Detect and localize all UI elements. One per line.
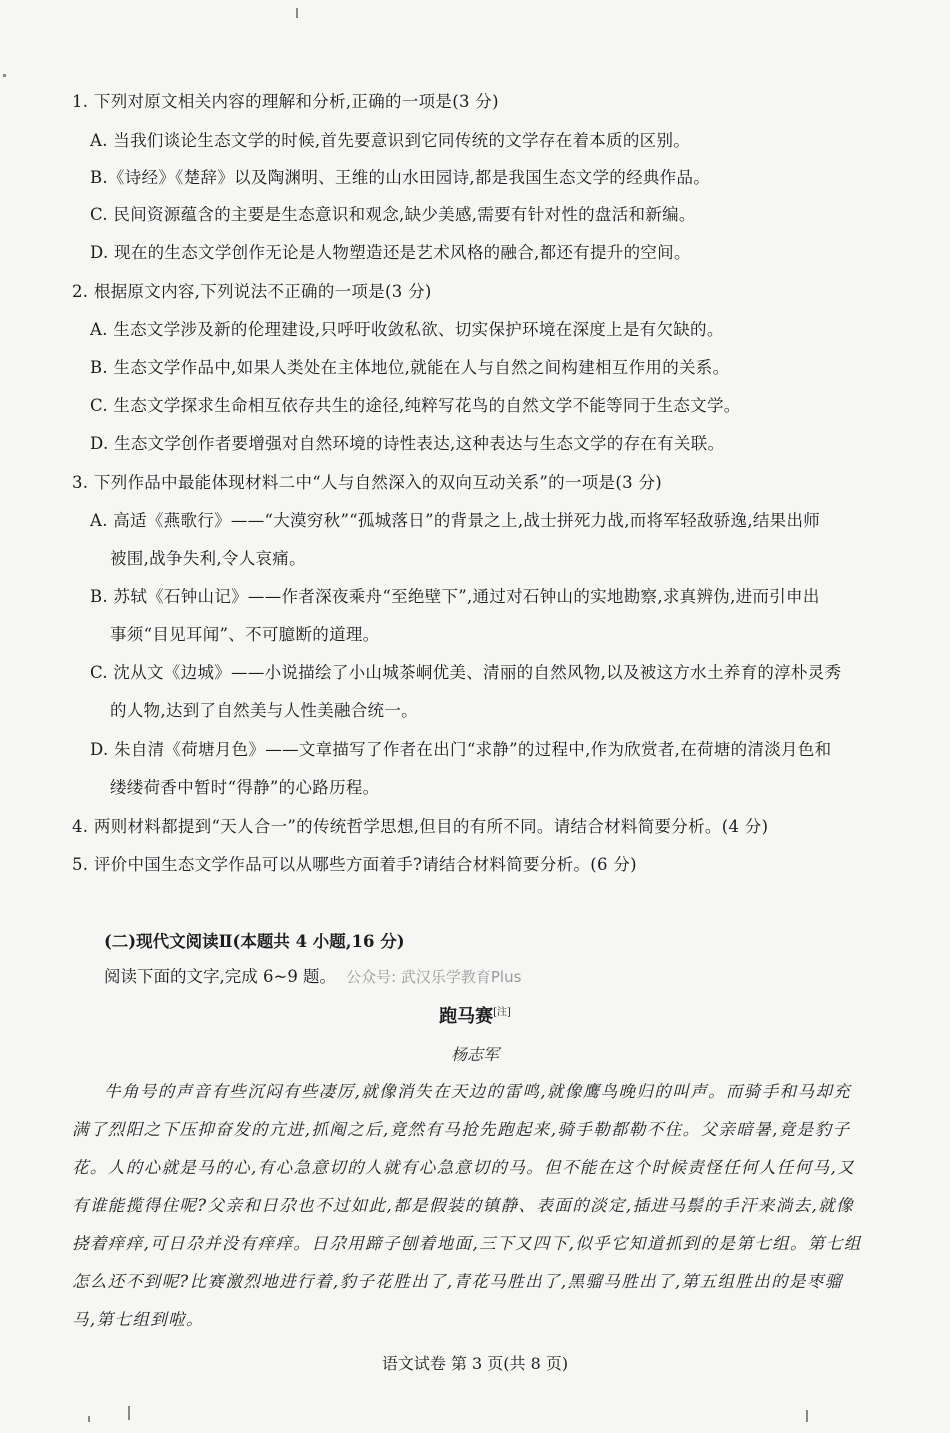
question-2-option-b: B. 生态文学作品中,如果人类处在主体地位,就能在人与自然之间构建相互作用的关系。 xyxy=(90,358,730,377)
story-author: 杨志军 xyxy=(450,1045,499,1064)
question-3-option-a-cont: 被围,战争失利,令人哀痛。 xyxy=(110,549,306,568)
question-3-option-a: A. 高适《燕歌行》——“大漠穷秋”“孤城落日”的背景之上,战士拼死力战,而将军轻敌骄逸,结果出师 xyxy=(90,511,821,530)
question-3-stem: 3. 下列作品中最能体现材料二中“人与自然深入的双向互动关系”的一项是(3 分) xyxy=(72,473,662,492)
question-3-option-b: B. 苏轼《石钟山记》——作者深夜乘舟“至绝壁下”,通过对石钟山的实地勘察,求真辨伪,进而引申出 xyxy=(90,587,820,606)
story-title-row xyxy=(0,1002,950,1028)
question-1-option-a: A. 当我们谈论生态文学的时候,首先要意识到它同传统的文学存在着本质的区别。 xyxy=(90,131,691,150)
scan-speck xyxy=(3,74,6,77)
watermark: 公众号: 武汉乐学教育Plus xyxy=(346,968,522,986)
paragraph-line: 有谁能揽得住呢?父亲和日尕也不过如此,都是假装的镇静、表面的淡定,插进马鬃的手汗来淌去,就像 xyxy=(72,1196,854,1215)
scan-speck xyxy=(128,1406,130,1420)
question-1-stem: 1. 下列对原文相关内容的理解和分析,正确的一项是(3 分) xyxy=(72,92,499,111)
section-instruction-row xyxy=(104,963,521,987)
paragraph-line: 花。人的心就是马的心,有心急意切的人就有心急意切的马。但不能在这个时候责怪任何人任何马,又 xyxy=(72,1158,855,1177)
question-2-option-d: D. 生态文学创作者要增强对自然环境的诗性表达,这种表达与生态文学的存在有关联。 xyxy=(90,434,725,453)
story-title-note: [注] xyxy=(493,1007,511,1018)
question-3-option-c: C. 沈从文《边城》——小说描绘了小山城茶峒优美、清丽的自然风物,以及被这方水土养育的淳朴灵秀 xyxy=(90,663,842,682)
scan-speck xyxy=(296,8,298,18)
question-2-option-a: A. 生态文学涉及新的伦理建设,只呼吁收敛私欲、切实保护环境在深度上是有欠缺的。 xyxy=(90,320,724,339)
paragraph-line: 怎么还不到呢?比赛激烈地进行着,豹子花胜出了,青花马胜出了,黑骝马胜出了,第五组胜出的是枣骝 xyxy=(72,1272,843,1291)
scan-speck xyxy=(88,1416,90,1422)
question-3-option-d-cont: 缕缕荷香中暂时“得静”的心路历程。 xyxy=(110,778,380,797)
page-footer: 语文试卷 第 3 页(共 8 页) xyxy=(381,1354,569,1373)
story-title: 跑马赛 xyxy=(439,1006,494,1027)
question-1-option-b: B.《诗经》《楚辞》以及陶渊明、王维的山水田园诗,都是我国生态文学的经典作品。 xyxy=(90,168,711,187)
question-2-option-c: C. 生态文学探求生命相互依存共生的途径,纯粹写花鸟的自然文学不能等同于生态文学。 xyxy=(90,396,741,415)
section-instruction: 阅读下面的文字,完成 6~9 题。 xyxy=(104,967,337,986)
question-1-option-d: D. 现在的生态文学创作无论是人物塑造还是艺术风格的融合,都还有提升的空间。 xyxy=(90,243,691,262)
question-3-option-c-cont: 的人物,达到了自然美与人性美融合统一。 xyxy=(110,701,418,720)
question-5: 5. 评价中国生态文学作品可以从哪些方面着手?请结合材料简要分析。(6 分) xyxy=(72,855,637,874)
paragraph-line: 挠着痒痒,可日尕并没有痒痒。日尕用蹄子刨着地面,三下又四下,似乎它知道抓到的是第七组。第七组 xyxy=(72,1234,862,1253)
paragraph-line: 马,第七组到啦。 xyxy=(72,1310,204,1329)
question-1-option-c: C. 民间资源蕴含的主要是生态意识和观念,缺少美感,需要有针对性的盘活和新编。 xyxy=(90,205,696,224)
question-4: 4. 两则材料都提到“天人合一”的传统哲学思想,但目的有所不同。请结合材料简要分析。(4 分) xyxy=(72,817,769,836)
scan-speck xyxy=(806,1410,808,1422)
section-heading: (二)现代文阅读Ⅱ(本题共 4 小题,16 分) xyxy=(104,932,405,951)
paragraph-line: 满了烈阳之下压抑奋发的亢进,抓阄之后,竟然有马抢先跑起来,骑手勒都勒不住。父亲暗暑,竟是豹子 xyxy=(72,1120,851,1139)
question-3-option-b-cont: 事须“目见耳闻”、不可臆断的道理。 xyxy=(110,625,380,644)
paragraph-line: 牛角号的声音有些沉闷有些凄厉,就像消失在天边的雷鸣,就像鹰鸟晚归的叫声。而骑手和马却充 xyxy=(104,1082,852,1101)
question-2-stem: 2. 根据原文内容,下列说法不正确的一项是(3 分) xyxy=(72,282,432,301)
question-3-option-d: D. 朱自清《荷塘月色》——文章描写了作者在出门“求静”的过程中,作为欣赏者,在荷塘的清淡月色和 xyxy=(90,740,832,759)
